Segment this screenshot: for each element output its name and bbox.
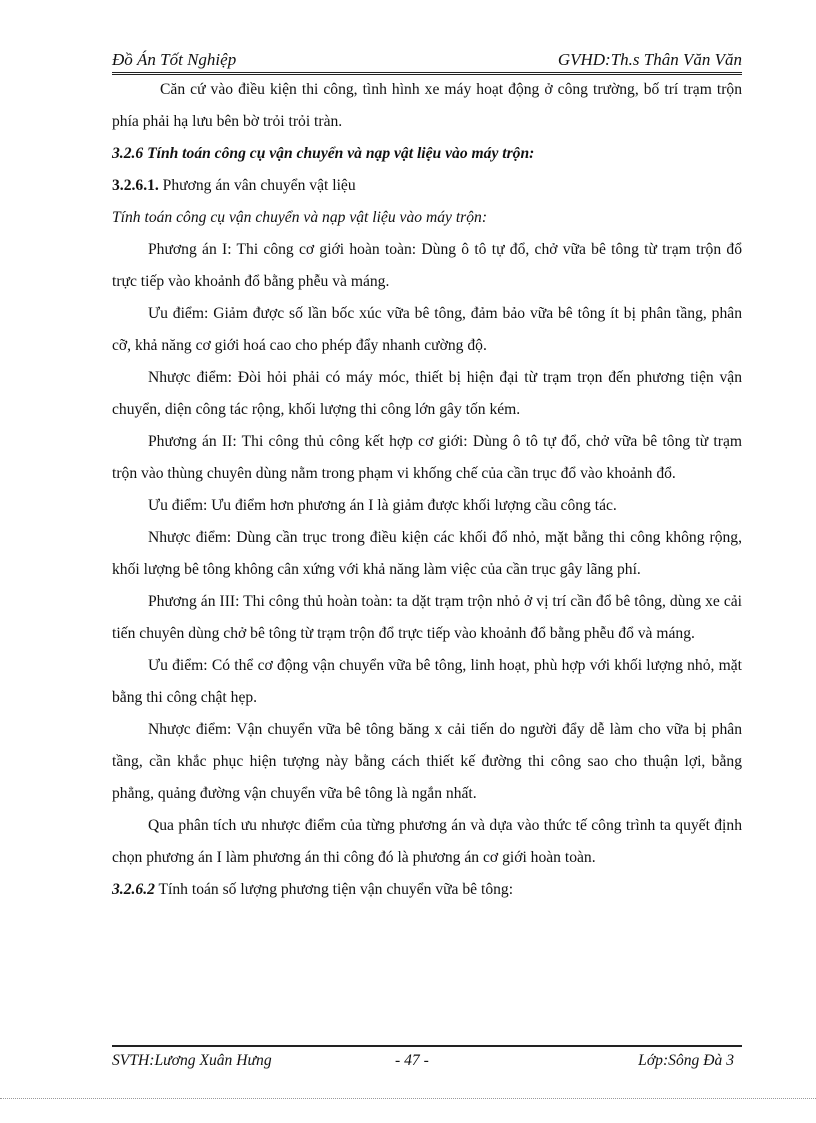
subsection-heading-3-2-6-1 xyxy=(112,170,742,202)
paragraph-conclusion: Qua phân tích ưu nhược điểm của từng phương án và dựa vào thức tế công trình ta quyết định chọn phương án I làm phương án thi công đó là phương án cơ giới hoàn toàn. xyxy=(112,817,742,866)
header-advisor: GVHD:Th.s Thân Văn Văn xyxy=(557,50,742,69)
footer-student: SVTH:Lương Xuân Hưng xyxy=(112,1052,272,1069)
paragraph-option-3: Phương án III: Thi công thủ hoàn toàn: ta dặt trạm trộn nhỏ ở vị trí cần đổ bê tông, dùng xe cải tiến chuyên dùng chở bê tông từ trạm trộn đổ trực tiếp vào khoảnh đổ bằng phễu đổ và máng. xyxy=(112,593,742,642)
subsection-number-2: 3.2.6.2 xyxy=(112,881,155,898)
paragraph-option-2: Phương án II: Thi công thủ công kết hợp cơ giới: Dùng ô tô tự đổ, chở vữa bê tông từ trạm trộn vào thùng chuyên dùng nằm trong phạm vi khống chế của cần trục đổ vào khoảnh đổ. xyxy=(112,433,742,482)
paragraph-option-3-pros: Ưu điểm: Có thể cơ động vận chuyển vữa bê tông, linh hoạt, phù hợp với khối lượng nhỏ, mặt bằng thi công chật hẹp. xyxy=(112,657,742,706)
page-content xyxy=(112,74,742,906)
subsection-title: Phương án vân chuyển vật liệu xyxy=(158,177,356,194)
paragraph-option-2-pros: Ưu điểm: Ưu điểm hơn phương án I là giảm được khối lượng cầu công tác. xyxy=(148,497,617,514)
paragraph-option-2-cons: Nhược điểm: Dùng cần trục trong điều kiện các khối đổ nhỏ, mặt bằng thi công không rộng, khối lượng bê tông không cân xứng với khả năng làm việc của cần trục gây lãng phí. xyxy=(112,529,742,578)
paragraph-option-3-cons: Nhược điểm: Vận chuyển vữa bê tông băng x cải tiến do người đẩy dễ làm cho vữa bị phân tầng, cần khắc phục hiện tượng này bằng cách thiết kế đường thi công sao cho thuận lợi, bằng phẳng, quảng đường vận chuyển vữa bê tông là ngắn nhất. xyxy=(112,721,742,802)
page-footer xyxy=(112,1045,742,1075)
paragraph-intro: Căn cứ vào điều kiện thi công, tình hình xe máy hoạt động ở công trường, bố trí trạm trộn phía phải hạ lưu bên bờ trỏi trỏi tràn. xyxy=(112,81,742,130)
footer-class: Lớp:Sông Đà 3 xyxy=(638,1052,734,1069)
paragraph-option-1-pros: Ưu điểm: Giảm được số lần bốc xúc vữa bê tông, đảm bảo vữa bê tông ít bị phân tầng, phân cỡ, khả năng cơ giới hoá cao cho phép đẩy nhanh cường độ. xyxy=(112,305,742,354)
subsection-heading-3-2-6-2 xyxy=(112,874,742,906)
subsection-title-2: Tính toán số lượng phương tiện vận chuyển vữa bê tông: xyxy=(154,881,514,898)
italic-subtitle: Tính toán công cụ vận chuyển và nạp vật liệu vào máy trộn: xyxy=(112,209,488,226)
subsection-number: 3.2.6.1. xyxy=(112,177,159,194)
page-boundary-line xyxy=(0,1098,816,1099)
page-header xyxy=(112,48,742,75)
paragraph-option-1: Phương án I: Thi công cơ giới hoàn toàn: Dùng ô tô tự đổ, chở vữa bê tông từ trạm trộn đổ trực tiếp vào khoảnh đổ bằng phễu và máng. xyxy=(112,241,742,290)
section-heading-3-2-6: 3.2.6 Tính toán công cụ vận chuyển và nạp vật liệu vào máy trộn: xyxy=(112,145,535,162)
paragraph-option-1-cons: Nhược điểm: Đòi hỏi phải có máy móc, thiết bị hiện đại từ trạm trọn đến phương tiện vận chuyển, diện công tác rộng, khối lượng thi công lớn gây tốn kém. xyxy=(112,369,742,418)
header-title: Đồ Án Tốt Nghiệp xyxy=(112,50,237,69)
page-number: - 47 - xyxy=(395,1052,429,1069)
